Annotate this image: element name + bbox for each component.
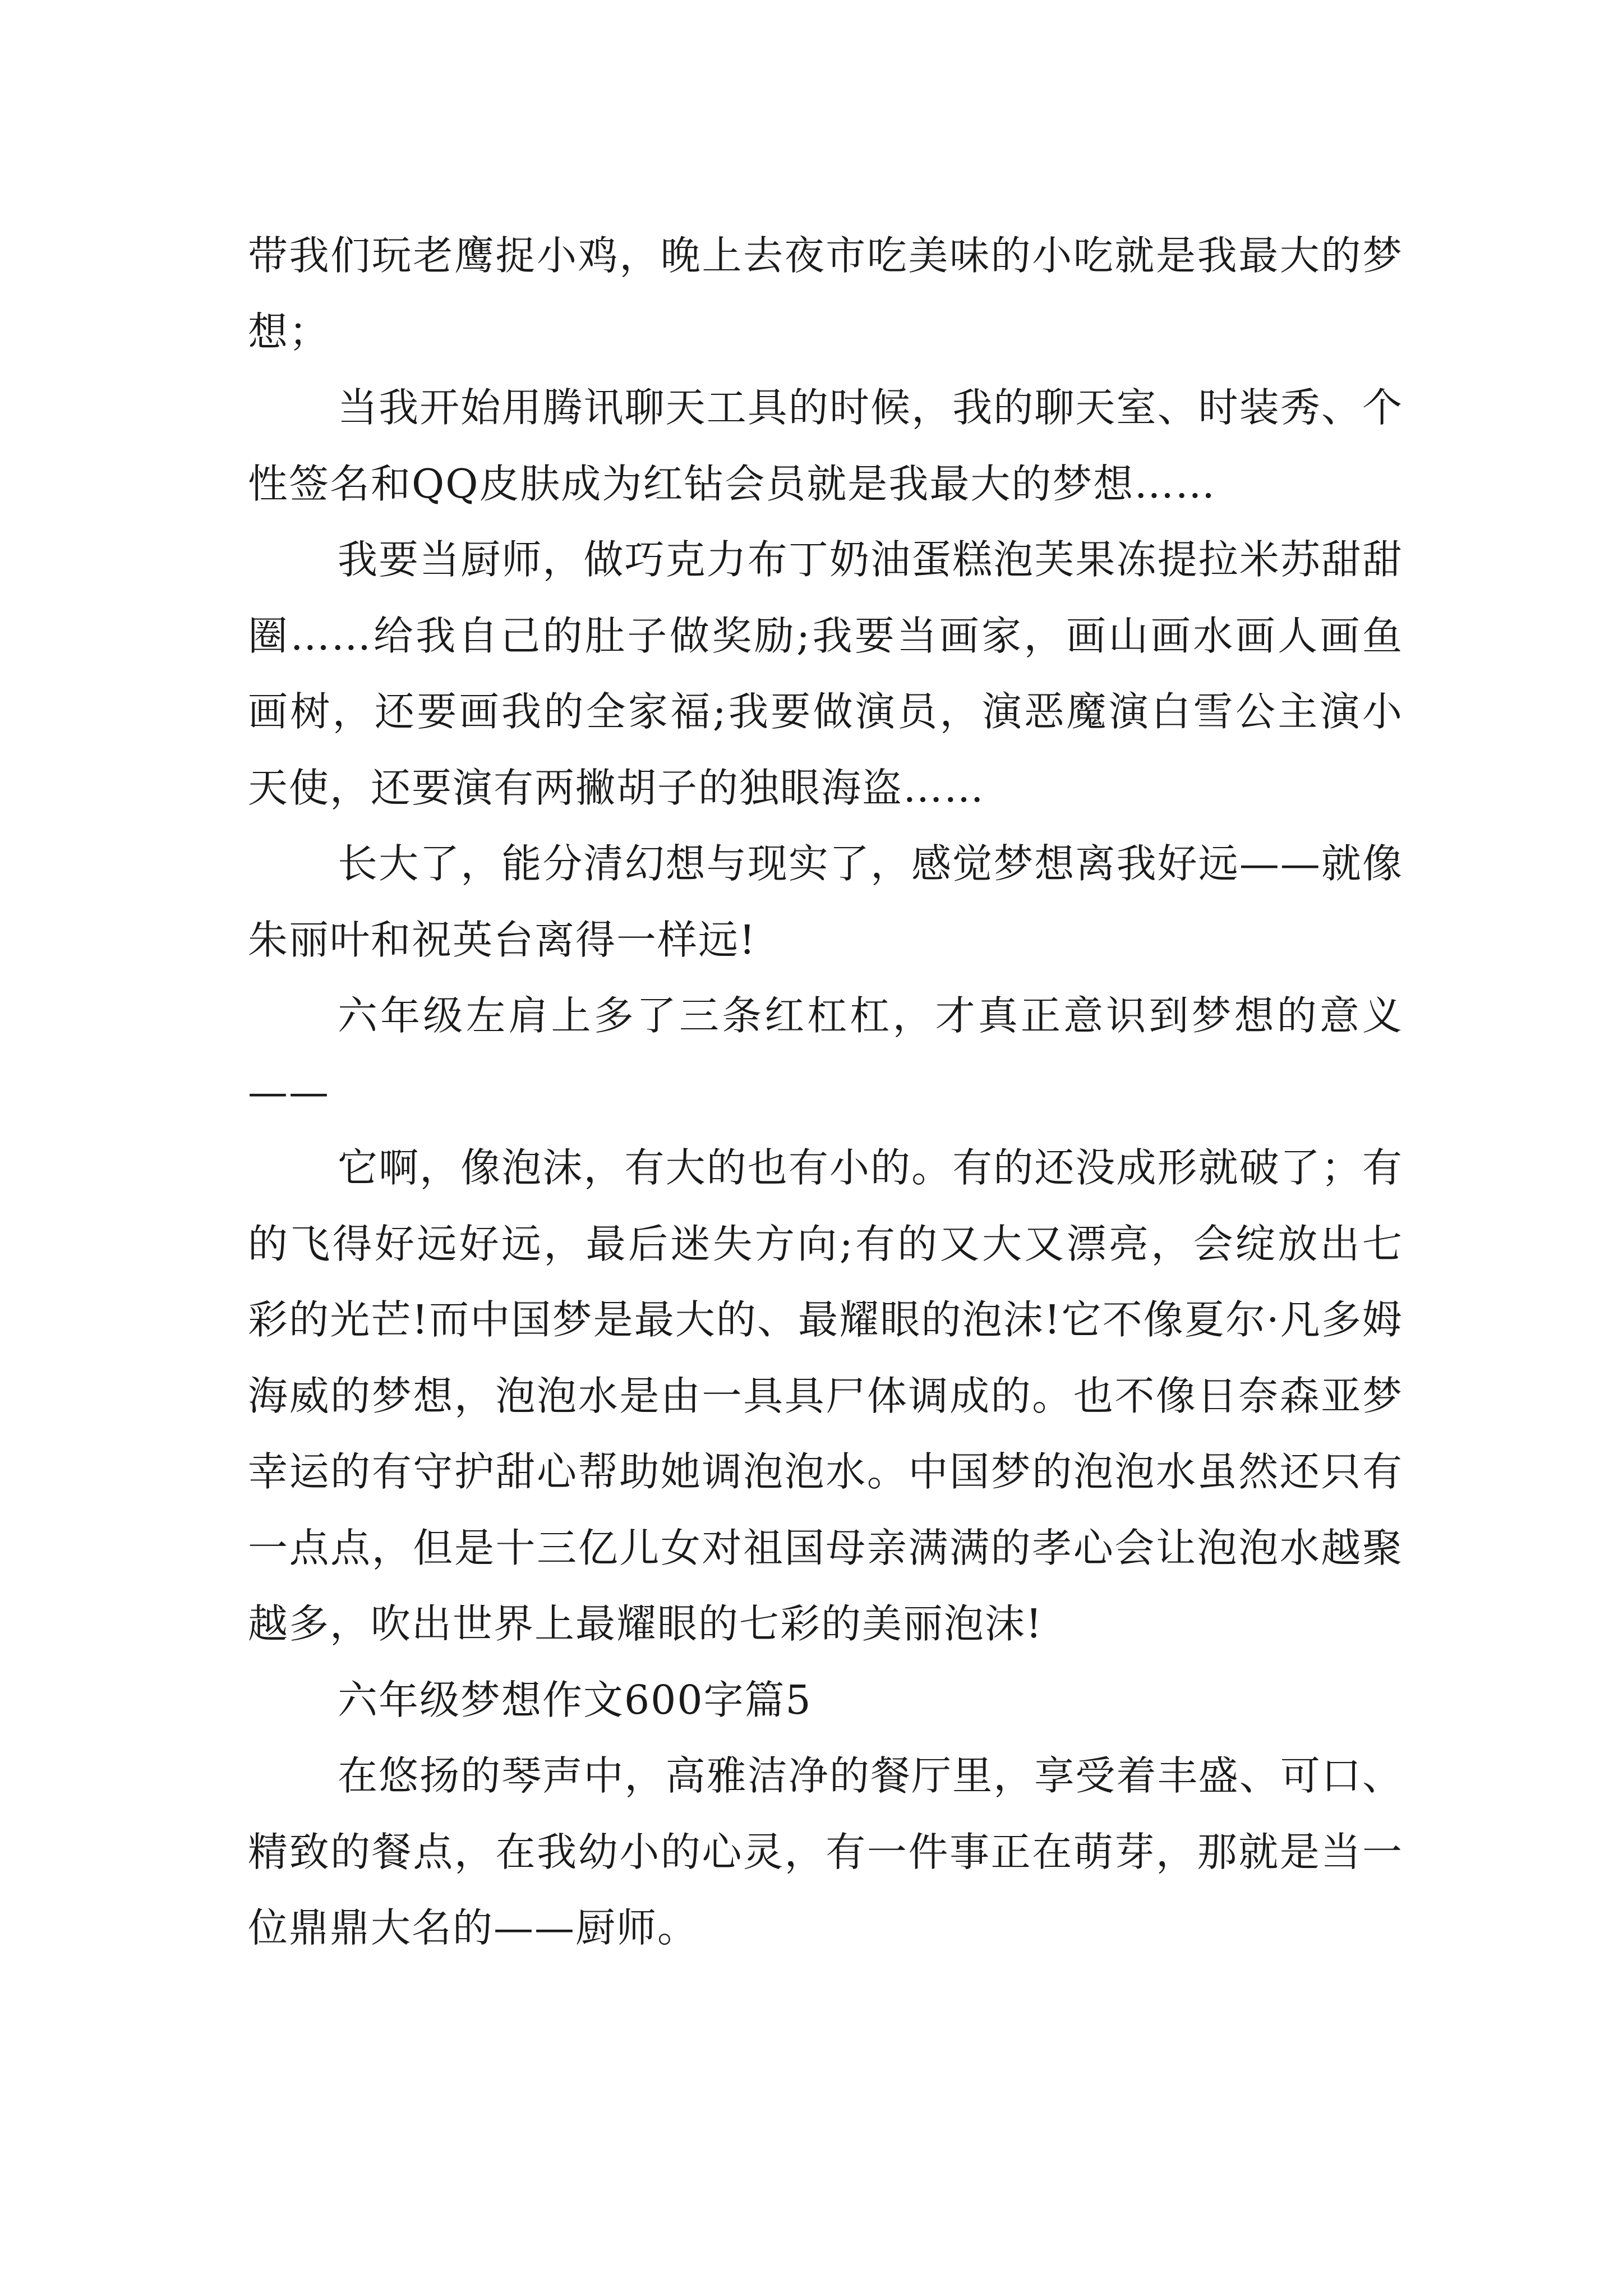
document-body (248, 218, 1403, 1966)
section-heading: 六年级梦想作文600字篇5 (338, 1676, 812, 1723)
paragraph: 在悠扬的琴声中，高雅洁净的餐厅里，享受着丰盛、可口、精致的餐点，在我幼小的心灵，有一件事正在萌芽，那就是当一位鼎鼎大名的——厨师。 (248, 1752, 1403, 1951)
paragraph: 我要当厨师，做巧克力布丁奶油蛋糕泡芙果冻提拉米苏甜甜圈……给我自己的肚子做奖励;我要当画家，画山画水画人画鱼画树，还要画我的全家福;我要做演员，演恶魔演白雪公主演小天使，还要演有两撇胡子的独眼海盗…… (248, 536, 1403, 811)
paragraph: 长大了，能分清幻想与现实了，感觉梦想离我好远——就像朱丽叶和祝英台离得一样远! (248, 840, 1403, 963)
paragraph-continued: 带我们玩老鹰捉小鸡，晚上去夜市吃美味的小吃就是我最大的梦想； (248, 232, 1403, 355)
paragraph: 它啊，像泡沫，有大的也有小的。有的还没成形就破了；有的飞得好远好远，最后迷失方向;有的又大又漂亮，会绽放出七彩的光芒!而中国梦是最大的、最耀眼的泡沫!它不像夏尔·凡多姆海威的梦想，泡泡水是由一具具尸体调成的。也不像日奈森亚梦幸运的有守护甜心帮助她调泡泡水。中国梦的泡泡水虽然还只有一点点，但是十三亿儿女对祖国母亲满满的孝心会让泡泡水越聚越多，吹出世界上最耀眼的七彩的美丽泡沫! (248, 1144, 1403, 1647)
paragraph: 当我开始用腾讯聊天工具的时候，我的聊天室、时装秀、个性签名和QQ皮肤成为红钻会员就是我最大的梦想…… (248, 384, 1403, 507)
paragraph: 六年级左肩上多了三条红杠杠，才真正意识到梦想的意义—— (248, 992, 1403, 1115)
